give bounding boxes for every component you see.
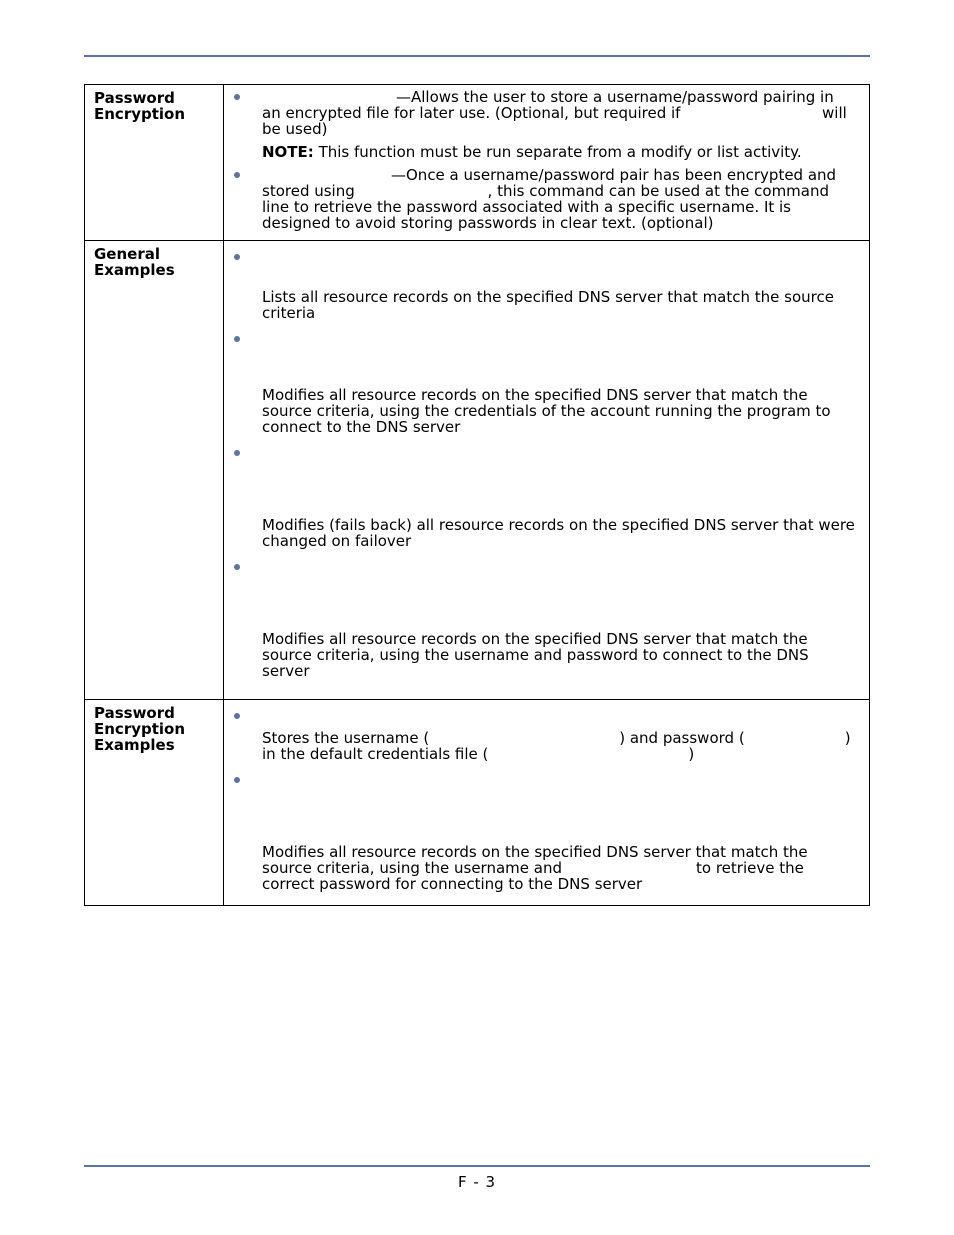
example-text: Stores the username ( [262,729,430,747]
row-label-password-encryption [85,85,224,241]
bullet-dot-icon [234,713,240,719]
example-description [234,844,857,892]
list-item [234,772,857,844]
row-label-line: General [94,245,160,263]
bullet-text: —Once a username/password pair has been encrypted and stored using [262,166,837,200]
example-description: Modifies all resource records on the specified DNS server that match the source criteria, using the credentials of the account running the program to connect to the DNS server [262,386,831,436]
table-row [85,85,870,241]
row-label-line: Password [94,704,175,722]
row-label-line: Encryption [94,105,186,123]
table-row [85,241,870,700]
row-content-password-encryption [224,85,870,241]
bullet-dot-icon [234,254,240,260]
list-item [234,249,857,289]
example-description [234,730,857,762]
list-item [234,167,857,231]
list-item [234,89,857,137]
row-content-password-encryption-examples [224,700,870,906]
example-text: to retrieve the correct password for connecting to the DNS server [262,859,804,893]
page-number: F - 3 [457,1173,497,1191]
list-item [234,559,857,631]
parameter-table [84,84,870,906]
row-label-general-examples [85,241,224,700]
table-row [85,700,870,906]
example-description: Lists all resource records on the specified DNS server that match the source criteria [262,288,834,322]
example-text: Modifies all resource records on the specified DNS server that match the source criteria, using the username and [262,843,808,877]
bullet-dot-icon [234,336,240,342]
bullet-dot-icon [234,564,240,570]
footer-rule [84,1165,870,1167]
bullet-dot-icon [234,94,240,100]
list-item [234,331,857,387]
row-label-line: Examples [94,736,175,754]
example-text: ) [688,745,695,763]
bullet-text: —Allows the user to store a username/password pairing in an encrypted file for later use. (Optional, but required if [262,88,834,122]
bullet-text: , this command can be used at the command line to retrieve the password associated with a specific username. It is designed to avoid storing passwords in clear text. (optional) [262,182,830,232]
bullet-dot-icon [234,450,240,456]
row-label-line: Password [94,89,175,107]
row-label-password-encryption-examples [85,700,224,906]
list-item [234,708,857,730]
list-item [234,445,857,517]
example-text: ) in the default credentials file ( [262,729,851,763]
row-content-general-examples [224,241,870,700]
row-label-line: Examples [94,261,175,279]
example-text: ) and password ( [619,729,745,747]
note [262,144,857,160]
note-text: This function must be run separate from a modify or list activity. [313,143,802,161]
bullet-dot-icon [234,777,240,783]
bullet-dot-icon [234,172,240,178]
header-rule [84,55,870,57]
note-label: NOTE: [262,143,314,161]
example-description: Modifies (fails back) all resource records on the specified DNS server that were changed on failover [262,516,855,550]
example-description: Modifies all resource records on the specified DNS server that match the source criteria, using the username and password to connect to the DNS server [262,630,809,680]
row-label-line: Encryption [94,720,186,738]
bullet-text: will be used) [262,104,847,138]
